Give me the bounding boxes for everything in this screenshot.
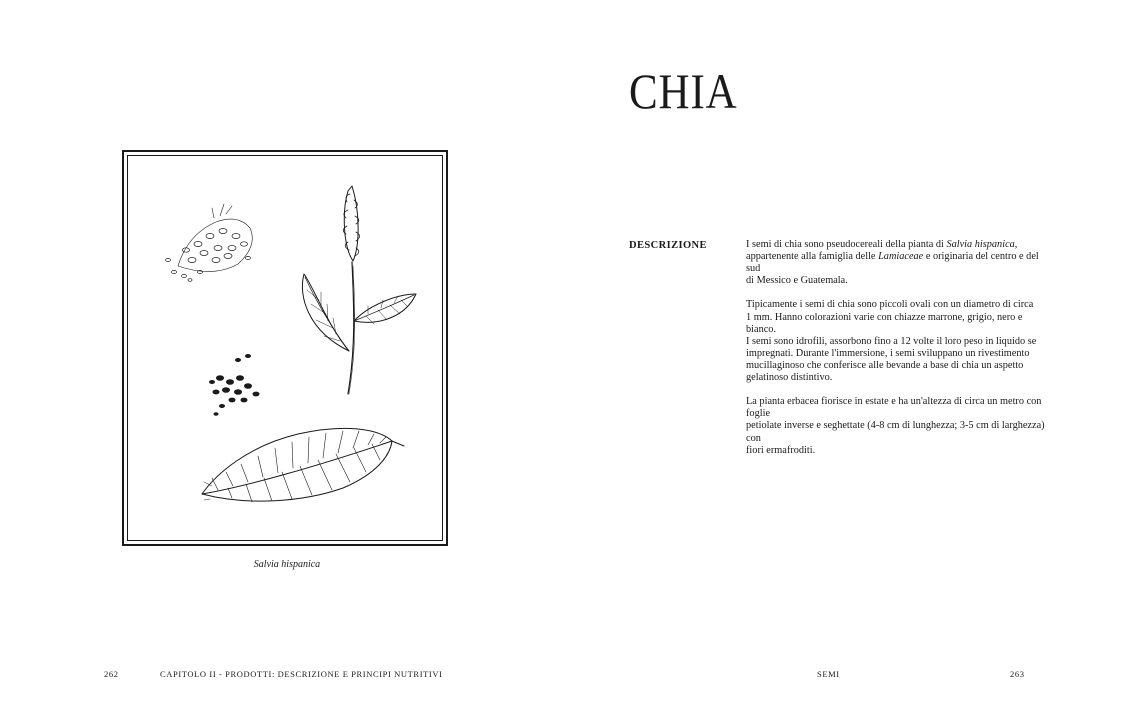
section-label-descrizione: DESCRIZIONE — [629, 240, 707, 251]
seed-cluster-illustration — [209, 354, 260, 416]
description-paragraph-2: Tipicamente i semi di chia sono piccoli ovali con un diametro di circa 1 mm. Hanno colorazioni varie con chiazze marrone, grigio, nero e bianco. I semi sono idrofili, assorbono fino a 12 volte il loro peso in liquido se impregnati. Durante l'immersione, i semi sviluppano un rivestimento mucillaginoso che conferisce alle bevande a base di chia un aspetto gelatinoso distintivo. — [746, 299, 1037, 384]
description-text — [746, 239, 1046, 469]
stem-leaf-right-illustration — [354, 294, 416, 324]
large-leaf-illustration — [202, 428, 404, 502]
illustration-caption: Salvia hispanica — [253, 559, 321, 570]
description-paragraph-1: I semi di chia sono pseudocereali della pianta di Salvia hispanica, appartenente alla famiglia delle Lamiaceae e originaria del centro e del sud di Messico e Guatemala. — [746, 239, 1039, 287]
right-page-number: 263 — [1010, 669, 1025, 679]
botanical-plate-frame — [122, 150, 448, 546]
right-running-head: SEMI — [817, 669, 840, 679]
species-name: Salvia hispanica — [946, 239, 1015, 250]
chia-plant-illustration — [128, 156, 446, 544]
flower-stalk-illustration — [343, 186, 359, 394]
family-name: Lamiaceae — [878, 251, 924, 263]
left-running-head: CAPITOLO II - PRODOTTI: DESCRIZIONE E PRINCIPI NUTRITIVI — [160, 669, 443, 679]
seed-heap-illustration — [166, 204, 253, 281]
left-page-number: 262 — [104, 669, 119, 679]
description-paragraph-3: La pianta erbacea fiorisce in estate e ha un'altezza di circa un metro con foglie petiolate inverse e seghettate (4-8 cm di lunghezza; 3-5 cm di larghezza) con fiori ermafroditi. — [746, 396, 1045, 456]
page-title: CHIA — [629, 63, 738, 119]
stem-leaf-left-illustration — [302, 274, 349, 351]
botanical-plate-inner-frame — [127, 155, 443, 541]
